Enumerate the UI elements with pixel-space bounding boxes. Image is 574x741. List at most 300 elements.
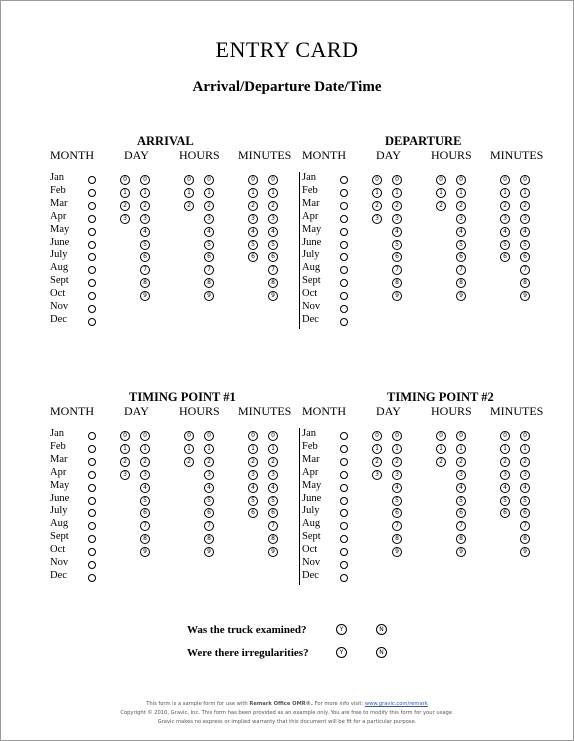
timing-point-1-month-bubble[interactable] — [88, 548, 96, 556]
timing-point-1-month-label: Nov — [50, 557, 69, 568]
departure-month-bubble[interactable] — [340, 305, 348, 313]
timing-point-1-hours-ones-bubble[interactable]: 9 — [204, 547, 214, 557]
timing-point-2-month-label: Apr — [302, 466, 319, 478]
departure-day-ones-bubble[interactable]: 1 — [392, 188, 402, 198]
departure-hours-ones-bubble[interactable]: 0 — [456, 175, 466, 185]
departure-month-bubble[interactable] — [340, 228, 348, 236]
timing-point-2-minutes-ones-bubble[interactable]: 3 — [520, 470, 530, 480]
timing-point-2-hours-header: HOURS — [431, 404, 472, 418]
timing-point-1-hours-ones-bubble[interactable]: 5 — [204, 496, 214, 506]
timing-point-1-month-bubble[interactable] — [88, 509, 96, 517]
timing-point-2-minutes-ones-bubble[interactable]: 9 — [520, 547, 530, 557]
departure-minutes-ones-bubble[interactable]: 7 — [520, 265, 530, 275]
departure-hours-ones-bubble[interactable]: 2 — [456, 201, 466, 211]
question-truck-examined: Was the truck examined? — [187, 624, 307, 636]
timing-point-1-minutes-ones-bubble[interactable]: 7 — [268, 521, 278, 531]
timing-point-1-minutes-tens-bubble[interactable]: 6 — [248, 508, 258, 518]
arrival-hours-ones-bubble[interactable]: 3 — [204, 214, 214, 224]
timing-point-1-month-label: Sept — [50, 531, 69, 543]
arrival-hours-ones-bubble[interactable]: 9 — [204, 291, 214, 301]
timing-point-1-minutes-tens-bubble[interactable]: 3 — [248, 470, 258, 480]
timing-point-1-title: TIMING POINT #1 — [129, 390, 236, 404]
timing-point-1-day-ones-bubble[interactable]: 7 — [140, 521, 150, 531]
timing-point-2-hours-tens-bubble[interactable]: 1 — [436, 444, 446, 454]
timing-point-1-minutes-ones-bubble[interactable]: 8 — [268, 534, 278, 544]
arrival-day-header: DAY — [124, 148, 149, 162]
timing-point-1-day-ones-bubble[interactable]: 8 — [140, 534, 150, 544]
arrival-month-bubble[interactable] — [88, 266, 96, 274]
departure-month-header: MONTH — [302, 148, 346, 162]
timing-point-1-minutes-ones-bubble[interactable]: 6 — [268, 508, 278, 518]
timing-point-1-minutes-tens-bubble[interactable]: 5 — [248, 496, 258, 506]
timing-point-1-hours-tens-bubble[interactable]: 2 — [184, 457, 194, 467]
timing-point-1-day-ones-bubble[interactable]: 3 — [140, 470, 150, 480]
arrival-minutes-ones-bubble[interactable]: 1 — [268, 188, 278, 198]
timing-point-1-hours-ones-bubble[interactable]: 7 — [204, 521, 214, 531]
timing-point-1-month-bubble[interactable] — [88, 458, 96, 466]
footer-more-info: For more info visit: — [314, 701, 364, 707]
arrival-day-ones-bubble[interactable]: 1 — [140, 188, 150, 198]
departure-day-header: DAY — [376, 148, 401, 162]
arrival-hours-tens-bubble[interactable]: 1 — [184, 188, 194, 198]
arrival-hours-ones-bubble[interactable]: 6 — [204, 252, 214, 262]
arrival-day-tens-bubble[interactable]: 2 — [120, 201, 130, 211]
departure-minutes-ones-bubble[interactable]: 9 — [520, 291, 530, 301]
footer-link[interactable]: www.gravic.com/remark — [364, 701, 428, 707]
timing-point-2-month-bubble[interactable] — [340, 471, 348, 479]
timing-point-1-month-label: July — [50, 505, 68, 517]
arrival-month-bubble[interactable] — [88, 176, 96, 184]
departure-month-bubble[interactable] — [340, 241, 348, 249]
timing-point-2-month-bubble[interactable] — [340, 432, 348, 440]
departure-month-bubble[interactable] — [340, 266, 348, 274]
arrival-day-tens-bubble[interactable]: 3 — [120, 214, 130, 224]
timing-point-1-month-bubble[interactable] — [88, 574, 96, 582]
departure-day-tens-bubble[interactable]: 2 — [372, 201, 382, 211]
departure-day-tens-bubble[interactable]: 0 — [372, 175, 382, 185]
timing-point-1-hours-tens-bubble[interactable]: 0 — [184, 431, 194, 441]
arrival-month-bubble[interactable] — [88, 292, 96, 300]
departure-month-bubble[interactable] — [340, 202, 348, 210]
departure-month-label: Sept — [302, 275, 321, 287]
truck-examined-no-bubble[interactable]: N — [376, 624, 387, 635]
arrival-minutes-ones-bubble[interactable]: 9 — [268, 291, 278, 301]
departure-minutes-ones-bubble[interactable]: 8 — [520, 278, 530, 288]
arrival-day-ones-bubble[interactable]: 6 — [140, 252, 150, 262]
arrival-day-ones-bubble[interactable]: 4 — [140, 227, 150, 237]
timing-point-1-hours-ones-bubble[interactable]: 1 — [204, 444, 214, 454]
timing-point-2-minutes-tens-bubble[interactable]: 0 — [500, 431, 510, 441]
departure-month-label: Aug — [302, 262, 321, 274]
timing-point-1-month-label: Oct — [50, 544, 66, 556]
departure-minutes-ones-bubble[interactable]: 6 — [520, 252, 530, 262]
timing-point-1-minutes-ones-bubble[interactable]: 4 — [268, 483, 278, 493]
timing-point-1-day-tens-bubble[interactable]: 3 — [120, 470, 130, 480]
timing-point-2-month-bubble[interactable] — [340, 484, 348, 492]
arrival-month-label: Aug — [50, 262, 69, 274]
timing-point-1-day-ones-bubble[interactable]: 1 — [140, 444, 150, 454]
departure-month-bubble[interactable] — [340, 318, 348, 326]
arrival-month-bubble[interactable] — [88, 202, 96, 210]
departure-hours-tens-bubble[interactable]: 2 — [436, 201, 446, 211]
timing-point-2-hours-tens-bubble[interactable]: 2 — [436, 457, 446, 467]
arrival-month-label: May — [50, 223, 70, 235]
departure-day-tens-bubble[interactable]: 3 — [372, 214, 382, 224]
timing-point-1-minutes-ones-bubble[interactable]: 5 — [268, 496, 278, 506]
timing-point-2-minutes-ones-bubble[interactable]: 7 — [520, 521, 530, 531]
timing-point-1-month-label: June — [50, 492, 70, 504]
timing-point-1-day-ones-bubble[interactable]: 6 — [140, 508, 150, 518]
timing-point-2-day-header: DAY — [376, 404, 401, 418]
arrival-day-ones-bubble[interactable]: 2 — [140, 201, 150, 211]
timing-point-2-month-bubble[interactable] — [340, 535, 348, 543]
timing-point-2-hours-ones-bubble[interactable]: 6 — [456, 508, 466, 518]
departure-hours-tens-bubble[interactable]: 0 — [436, 175, 446, 185]
timing-point-1-minutes-ones-bubble[interactable]: 2 — [268, 457, 278, 467]
arrival-hours-tens-bubble[interactable]: 2 — [184, 201, 194, 211]
timing-point-1-month-bubble[interactable] — [88, 497, 96, 505]
timing-point-2-hours-ones-bubble[interactable]: 5 — [456, 496, 466, 506]
arrival-hours-ones-bubble[interactable]: 2 — [204, 201, 214, 211]
timing-point-2-day-ones-bubble[interactable]: 7 — [392, 521, 402, 531]
timing-point-1-day-tens-bubble[interactable]: 0 — [120, 431, 130, 441]
departure-day-ones-bubble[interactable]: 8 — [392, 278, 402, 288]
arrival-hours-ones-bubble[interactable]: 0 — [204, 175, 214, 185]
timing-point-2-minutes-ones-bubble[interactable]: 2 — [520, 457, 530, 467]
timing-point-1-hours-ones-bubble[interactable]: 4 — [204, 483, 214, 493]
timing-point-2-month-label: Aug — [302, 518, 321, 530]
footer-line-1 — [1, 701, 573, 707]
arrival-month-label: Oct — [50, 288, 66, 300]
timing-point-1-hours-tens-bubble[interactable]: 1 — [184, 444, 194, 454]
departure-day-ones-bubble[interactable]: 3 — [392, 214, 402, 224]
arrival-month-label: July — [50, 249, 68, 261]
timing-point-1-month-bubble[interactable] — [88, 471, 96, 479]
departure-month-label: Dec — [302, 313, 319, 325]
arrival-minutes-ones-bubble[interactable]: 3 — [268, 214, 278, 224]
arrival-hours-ones-bubble[interactable]: 7 — [204, 265, 214, 275]
timing-point-1-minutes-ones-bubble[interactable]: 3 — [268, 470, 278, 480]
departure-minutes-tens-bubble[interactable]: 6 — [500, 252, 510, 262]
timing-point-2-hours-ones-bubble[interactable]: 4 — [456, 483, 466, 493]
timing-point-1-day-ones-bubble[interactable]: 2 — [140, 457, 150, 467]
arrival-month-label: June — [50, 236, 70, 248]
arrival-day-ones-bubble[interactable]: 8 — [140, 278, 150, 288]
timing-point-2-month-label: July — [302, 505, 320, 517]
timing-point-1-month-label: Dec — [50, 569, 67, 581]
irregularities-yes-bubble[interactable]: Y — [336, 647, 347, 658]
timing-point-2-month-label: June — [302, 492, 322, 504]
departure-month-label: Nov — [302, 301, 321, 312]
arrival-minutes-tens-bubble[interactable]: 3 — [248, 214, 258, 224]
departure-divider — [299, 172, 300, 329]
timing-point-1-day-ones-bubble[interactable]: 5 — [140, 496, 150, 506]
timing-point-1-minutes-ones-bubble[interactable]: 9 — [268, 547, 278, 557]
timing-point-2-day-tens-bubble[interactable]: 2 — [372, 457, 382, 467]
arrival-day-ones-bubble[interactable]: 9 — [140, 291, 150, 301]
timing-point-2-minutes-tens-bubble[interactable]: 2 — [500, 457, 510, 467]
timing-point-2-month-header: MONTH — [302, 404, 346, 418]
departure-hours-tens-bubble[interactable]: 1 — [436, 188, 446, 198]
timing-point-2-month-label: Mar — [302, 453, 320, 465]
departure-minutes-header: MINUTES — [490, 148, 544, 162]
timing-point-2-month-bubble[interactable] — [340, 548, 348, 556]
timing-point-1-minutes-header: MINUTES — [238, 404, 292, 418]
departure-day-ones-bubble[interactable]: 5 — [392, 240, 402, 250]
arrival-month-bubble[interactable] — [88, 228, 96, 236]
timing-point-2-minutes-ones-bubble[interactable]: 6 — [520, 508, 530, 518]
departure-month-bubble[interactable] — [340, 253, 348, 261]
arrival-month-label: Dec — [50, 313, 67, 325]
departure-minutes-tens-bubble[interactable]: 5 — [500, 240, 510, 250]
departure-hours-ones-bubble[interactable]: 9 — [456, 291, 466, 301]
arrival-month-bubble[interactable] — [88, 189, 96, 197]
truck-examined-yes-bubble[interactable]: Y — [336, 624, 347, 635]
departure-day-tens-bubble[interactable]: 1 — [372, 188, 382, 198]
timing-point-1-month-label: Aug — [50, 518, 69, 530]
arrival-month-label: Nov — [50, 301, 69, 312]
timing-point-2-day-ones-bubble[interactable]: 1 — [392, 444, 402, 454]
arrival-day-ones-bubble[interactable]: 3 — [140, 214, 150, 224]
timing-point-2-day-tens-bubble[interactable]: 3 — [372, 470, 382, 480]
timing-point-2-month-bubble[interactable] — [340, 509, 348, 517]
timing-point-2-month-bubble[interactable] — [340, 561, 348, 569]
timing-point-1-hours-ones-bubble[interactable]: 0 — [204, 431, 214, 441]
timing-point-1-hours-ones-bubble[interactable]: 6 — [204, 508, 214, 518]
timing-point-2-month-label: Jan — [302, 428, 316, 439]
arrival-minutes-tens-bubble[interactable]: 5 — [248, 240, 258, 250]
arrival-month-bubble[interactable] — [88, 305, 96, 313]
timing-point-2-month-bubble[interactable] — [340, 497, 348, 505]
timing-point-2-minutes-ones-bubble[interactable]: 0 — [520, 431, 530, 441]
timing-point-2-minutes-tens-bubble[interactable]: 3 — [500, 470, 510, 480]
timing-point-2-minutes-ones-bubble[interactable]: 1 — [520, 444, 530, 454]
departure-month-bubble[interactable] — [340, 215, 348, 223]
arrival-hours-tens-bubble[interactable]: 0 — [184, 175, 194, 185]
departure-hours-ones-bubble[interactable]: 4 — [456, 227, 466, 237]
arrival-hours-header: HOURS — [179, 148, 220, 162]
departure-minutes-ones-bubble[interactable]: 5 — [520, 240, 530, 250]
timing-point-2-day-ones-bubble[interactable]: 5 — [392, 496, 402, 506]
timing-point-2-minutes-tens-bubble[interactable]: 5 — [500, 496, 510, 506]
timing-point-2-hours-ones-bubble[interactable]: 0 — [456, 431, 466, 441]
departure-month-label: May — [302, 223, 322, 235]
departure-hours-ones-bubble[interactable]: 1 — [456, 188, 466, 198]
arrival-minutes-tens-bubble[interactable]: 6 — [248, 252, 258, 262]
timing-point-2-month-bubble[interactable] — [340, 522, 348, 530]
departure-day-ones-bubble[interactable]: 2 — [392, 201, 402, 211]
timing-point-1-month-bubble[interactable] — [88, 561, 96, 569]
departure-minutes-ones-bubble[interactable]: 2 — [520, 201, 530, 211]
departure-month-label: Apr — [302, 210, 319, 222]
arrival-title: ARRIVAL — [137, 134, 194, 148]
timing-point-1-month-bubble[interactable] — [88, 445, 96, 453]
timing-point-2-day-ones-bubble[interactable]: 4 — [392, 483, 402, 493]
departure-minutes-ones-bubble[interactable]: 3 — [520, 214, 530, 224]
timing-point-2-day-ones-bubble[interactable]: 8 — [392, 534, 402, 544]
timing-point-1-hours-ones-bubble[interactable]: 8 — [204, 534, 214, 544]
departure-month-label: Mar — [302, 197, 320, 209]
arrival-minutes-ones-bubble[interactable]: 2 — [268, 201, 278, 211]
arrival-minutes-tens-bubble[interactable]: 1 — [248, 188, 258, 198]
timing-point-1-day-tens-bubble[interactable]: 2 — [120, 457, 130, 467]
timing-point-2-month-bubble[interactable] — [340, 458, 348, 466]
departure-hours-ones-bubble[interactable]: 6 — [456, 252, 466, 262]
departure-minutes-ones-bubble[interactable]: 0 — [520, 175, 530, 185]
departure-minutes-ones-bubble[interactable]: 1 — [520, 188, 530, 198]
departure-minutes-tens-bubble[interactable]: 0 — [500, 175, 510, 185]
timing-point-2-title: TIMING POINT #2 — [387, 390, 494, 404]
timing-point-1-month-bubble[interactable] — [88, 535, 96, 543]
timing-point-2-minutes-tens-bubble[interactable]: 6 — [500, 508, 510, 518]
timing-point-2-minutes-tens-bubble[interactable]: 4 — [500, 483, 510, 493]
arrival-month-label: Feb — [50, 184, 66, 196]
arrival-day-tens-bubble[interactable]: 1 — [120, 188, 130, 198]
arrival-hours-ones-bubble[interactable]: 5 — [204, 240, 214, 250]
timing-point-1-day-ones-bubble[interactable]: 4 — [140, 483, 150, 493]
arrival-hours-ones-bubble[interactable]: 4 — [204, 227, 214, 237]
departure-minutes-tens-bubble[interactable]: 1 — [500, 188, 510, 198]
timing-point-1-hours-header: HOURS — [179, 404, 220, 418]
timing-point-2-minutes-tens-bubble[interactable]: 1 — [500, 444, 510, 454]
departure-hours-ones-bubble[interactable]: 5 — [456, 240, 466, 250]
arrival-day-ones-bubble[interactable]: 5 — [140, 240, 150, 250]
footer-product-name: Remark Office OMR®. — [249, 701, 313, 707]
departure-day-ones-bubble[interactable]: 7 — [392, 265, 402, 275]
timing-point-2-month-label: Dec — [302, 569, 319, 581]
timing-point-1-minutes-ones-bubble[interactable]: 0 — [268, 431, 278, 441]
arrival-day-tens-bubble[interactable]: 0 — [120, 175, 130, 185]
arrival-month-label: Sept — [50, 275, 69, 287]
arrival-minutes-ones-bubble[interactable]: 5 — [268, 240, 278, 250]
page-subtitle: Arrival/Departure Date/Time — [192, 79, 382, 95]
timing-point-1-day-ones-bubble[interactable]: 9 — [140, 547, 150, 557]
timing-point-1-hours-ones-bubble[interactable]: 3 — [204, 470, 214, 480]
timing-point-2-hours-ones-bubble[interactable]: 3 — [456, 470, 466, 480]
question-irregularities: Were there irregularities? — [187, 647, 309, 659]
arrival-minutes-ones-bubble[interactable]: 8 — [268, 278, 278, 288]
arrival-month-bubble[interactable] — [88, 215, 96, 223]
arrival-month-label: Jan — [50, 172, 64, 183]
timing-point-2-minutes-ones-bubble[interactable]: 4 — [520, 483, 530, 493]
timing-point-2-month-label: Feb — [302, 440, 318, 452]
departure-month-label: July — [302, 249, 320, 261]
arrival-month-bubble[interactable] — [88, 279, 96, 287]
timing-point-1-month-label: Feb — [50, 440, 66, 452]
arrival-minutes-header: MINUTES — [238, 148, 292, 162]
timing-point-1-minutes-tens-bubble[interactable]: 0 — [248, 431, 258, 441]
timing-point-2-day-ones-bubble[interactable]: 0 — [392, 431, 402, 441]
departure-month-bubble[interactable] — [340, 189, 348, 197]
departure-hours-ones-bubble[interactable]: 7 — [456, 265, 466, 275]
arrival-minutes-tens-bubble[interactable]: 4 — [248, 227, 258, 237]
arrival-minutes-ones-bubble[interactable]: 0 — [268, 175, 278, 185]
timing-point-2-month-label: Sept — [302, 531, 321, 543]
departure-minutes-tens-bubble[interactable]: 2 — [500, 201, 510, 211]
timing-point-2-hours-ones-bubble[interactable]: 1 — [456, 444, 466, 454]
timing-point-1-month-label: Apr — [50, 466, 67, 478]
timing-point-2-month-label: May — [302, 479, 322, 491]
arrival-minutes-tens-bubble[interactable]: 0 — [248, 175, 258, 185]
timing-point-1-hours-ones-bubble[interactable]: 2 — [204, 457, 214, 467]
timing-point-2-hours-ones-bubble[interactable]: 9 — [456, 547, 466, 557]
footer-line-3: Gravic makes no express or implied warranty that this document will be fit for a particular purpose. — [157, 719, 417, 725]
departure-month-bubble[interactable] — [340, 292, 348, 300]
departure-minutes-tens-bubble[interactable]: 3 — [500, 214, 510, 224]
arrival-minutes-tens-bubble[interactable]: 2 — [248, 201, 258, 211]
timing-point-1-minutes-tens-bubble[interactable]: 1 — [248, 444, 258, 454]
arrival-minutes-ones-bubble[interactable]: 6 — [268, 252, 278, 262]
arrival-month-label: Apr — [50, 210, 67, 222]
timing-point-1-month-bubble[interactable] — [88, 484, 96, 492]
timing-point-2-day-tens-bubble[interactable]: 0 — [372, 431, 382, 441]
timing-point-2-hours-ones-bubble[interactable]: 7 — [456, 521, 466, 531]
arrival-month-bubble[interactable] — [88, 318, 96, 326]
timing-point-1-minutes-tens-bubble[interactable]: 4 — [248, 483, 258, 493]
irregularities-no-bubble[interactable]: N — [376, 647, 387, 658]
arrival-month-bubble[interactable] — [88, 241, 96, 249]
departure-minutes-ones-bubble[interactable]: 4 — [520, 227, 530, 237]
timing-point-1-month-bubble[interactable] — [88, 432, 96, 440]
timing-point-2-day-ones-bubble[interactable]: 2 — [392, 457, 402, 467]
timing-point-2-month-label: Nov — [302, 557, 321, 568]
arrival-hours-ones-bubble[interactable]: 1 — [204, 188, 214, 198]
timing-point-1-minutes-ones-bubble[interactable]: 1 — [268, 444, 278, 454]
timing-point-2-hours-tens-bubble[interactable]: 0 — [436, 431, 446, 441]
timing-point-1-month-label: May — [50, 479, 70, 491]
departure-day-ones-bubble[interactable]: 6 — [392, 252, 402, 262]
page-title: ENTRY CARD — [215, 37, 359, 62]
timing-point-2-month-bubble[interactable] — [340, 574, 348, 582]
arrival-minutes-ones-bubble[interactable]: 7 — [268, 265, 278, 275]
arrival-month-bubble[interactable] — [88, 253, 96, 261]
footer-line-2: Copyright © 2010, Gravic, Inc. This form has been provided as an example only. You are free to modify this form for your usage. — [120, 710, 454, 716]
timing-point-2-day-ones-bubble[interactable]: 6 — [392, 508, 402, 518]
departure-month-bubble[interactable] — [340, 176, 348, 184]
departure-month-label: Jan — [302, 172, 316, 183]
arrival-day-ones-bubble[interactable]: 0 — [140, 175, 150, 185]
arrival-hours-ones-bubble[interactable]: 8 — [204, 278, 214, 288]
departure-hours-ones-bubble[interactable]: 3 — [456, 214, 466, 224]
timing-point-1-month-bubble[interactable] — [88, 522, 96, 530]
departure-month-bubble[interactable] — [340, 279, 348, 287]
departure-hours-ones-bubble[interactable]: 8 — [456, 278, 466, 288]
timing-point-2-hours-ones-bubble[interactable]: 2 — [456, 457, 466, 467]
timing-point-1-month-label: Jan — [50, 428, 64, 439]
timing-point-2-month-bubble[interactable] — [340, 445, 348, 453]
departure-hours-header: HOURS — [431, 148, 472, 162]
timing-point-1-day-ones-bubble[interactable]: 0 — [140, 431, 150, 441]
timing-point-2-day-ones-bubble[interactable]: 3 — [392, 470, 402, 480]
arrival-minutes-ones-bubble[interactable]: 4 — [268, 227, 278, 237]
timing-point-1-month-header: MONTH — [50, 404, 94, 418]
timing-point-2-minutes-ones-bubble[interactable]: 8 — [520, 534, 530, 544]
timing-point-1-minutes-tens-bubble[interactable]: 2 — [248, 457, 258, 467]
timing-point-2-day-tens-bubble[interactable]: 1 — [372, 444, 382, 454]
departure-title: DEPARTURE — [385, 134, 462, 148]
timing-point-2-day-ones-bubble[interactable]: 9 — [392, 547, 402, 557]
timing-point-2-minutes-ones-bubble[interactable]: 5 — [520, 496, 530, 506]
departure-day-ones-bubble[interactable]: 4 — [392, 227, 402, 237]
timing-point-2-divider — [299, 428, 300, 585]
departure-minutes-tens-bubble[interactable]: 4 — [500, 227, 510, 237]
arrival-day-ones-bubble[interactable]: 7 — [140, 265, 150, 275]
timing-point-2-minutes-header: MINUTES — [490, 404, 544, 418]
timing-point-2-hours-ones-bubble[interactable]: 8 — [456, 534, 466, 544]
departure-day-ones-bubble[interactable]: 9 — [392, 291, 402, 301]
departure-day-ones-bubble[interactable]: 0 — [392, 175, 402, 185]
timing-point-1-day-tens-bubble[interactable]: 1 — [120, 444, 130, 454]
